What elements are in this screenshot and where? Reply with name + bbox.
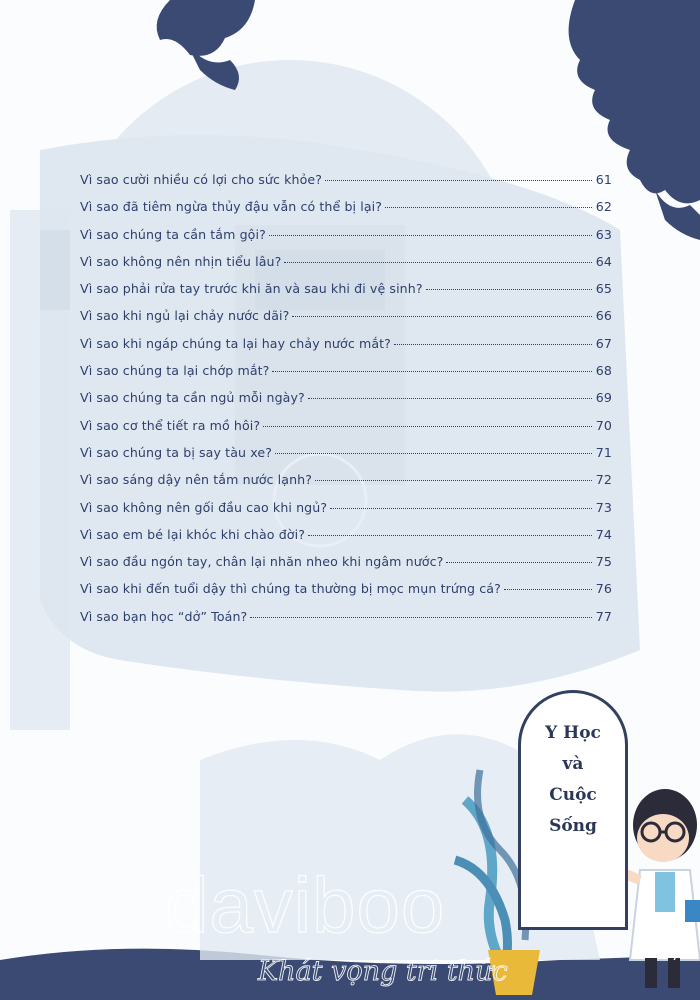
toc-entry-title: Vì sao cười nhiều có lợi cho sức khỏe? bbox=[80, 172, 323, 187]
toc-entry-title: Vì sao không nên gối đầu cao khi ngủ? bbox=[80, 499, 328, 515]
toc-leader-dots bbox=[308, 535, 592, 536]
toc-entry-page: 74 bbox=[595, 526, 612, 542]
toc-entry bbox=[80, 336, 612, 363]
toc-entry bbox=[80, 472, 612, 499]
clipboard bbox=[685, 900, 700, 922]
toc-leader-dots bbox=[269, 235, 592, 236]
series-title bbox=[518, 718, 628, 842]
toc-entry-page: 63 bbox=[595, 226, 612, 242]
toc-entry bbox=[80, 500, 612, 527]
toc-entry-page: 65 bbox=[595, 281, 612, 297]
toc-entry bbox=[80, 418, 612, 445]
series-title-line: Sống bbox=[549, 816, 597, 836]
toc-entry bbox=[80, 254, 612, 281]
toc-leader-dots bbox=[504, 589, 592, 590]
toc-entry bbox=[80, 199, 612, 226]
toc-entry-page: 68 bbox=[595, 363, 612, 379]
toc-leader-dots bbox=[284, 262, 592, 263]
toc-entry bbox=[80, 172, 612, 199]
toc-entry-page: 69 bbox=[595, 390, 612, 406]
toc-entry bbox=[80, 527, 612, 554]
toc-leader-dots bbox=[385, 207, 592, 208]
table-of-contents bbox=[80, 172, 612, 636]
toc-entry bbox=[80, 281, 612, 308]
toc-entry-page: 77 bbox=[595, 608, 612, 624]
toc-entry-title: Vì sao em bé lại khóc khi chào đời? bbox=[80, 526, 305, 542]
toc-entry-title: Vì sao chúng ta lại chớp mắt? bbox=[80, 363, 270, 379]
toc-entry bbox=[80, 445, 612, 472]
toc-leader-dots bbox=[315, 480, 592, 481]
toc-entry-page: 71 bbox=[595, 444, 612, 460]
toc-entry bbox=[80, 363, 612, 390]
foliage-top-left bbox=[157, 0, 255, 56]
toc-leader-dots bbox=[263, 426, 592, 427]
watermark-tagline: Khát vọng tri thức bbox=[258, 956, 508, 987]
toc-entry-title: Vì sao đã tiêm ngừa thủy đậu vẫn có thể bị lại? bbox=[80, 199, 383, 215]
toc-entry-page: 67 bbox=[595, 335, 612, 351]
toc-entry-title: Vì sao sáng dậy nên tắm nước lạnh? bbox=[80, 472, 313, 488]
toc-entry-title: Vì sao bạn học “dở” Toán? bbox=[80, 608, 248, 624]
watermark-brand: daviboo bbox=[165, 861, 446, 949]
toc-leader-dots bbox=[446, 562, 592, 563]
toc-entry bbox=[80, 581, 612, 608]
toc-leader-dots bbox=[325, 180, 592, 181]
toc-leader-dots bbox=[308, 398, 592, 399]
toc-entry-title: Vì sao khi ngáp chúng ta lại hay chảy nước mắt? bbox=[80, 335, 391, 351]
toc-entry-title: Vì sao chúng ta cần ngủ mỗi ngày? bbox=[80, 390, 305, 406]
toc-entry-page: 70 bbox=[595, 417, 612, 433]
toc-leader-dots bbox=[250, 617, 592, 618]
toc-entry-title: Vì sao không nên nhịn tiểu lâu? bbox=[80, 253, 282, 269]
toc-entry-page: 61 bbox=[595, 172, 612, 187]
series-title-line: và bbox=[562, 754, 584, 774]
toc-entry-title: Vì sao chúng ta bị say tàu xe? bbox=[80, 444, 272, 460]
toc-entry-page: 64 bbox=[595, 253, 612, 269]
toc-entry-page: 73 bbox=[595, 499, 612, 515]
toc-leader-dots bbox=[275, 453, 592, 454]
toc-entry-title: Vì sao cơ thể tiết ra mồ hôi? bbox=[80, 417, 261, 433]
page-number: 7 bbox=[671, 948, 680, 964]
toc-leader-dots bbox=[394, 344, 592, 345]
toc-entry-page: 75 bbox=[595, 554, 612, 570]
toc-entry bbox=[80, 390, 612, 417]
toc-entry bbox=[80, 308, 612, 335]
toc-entry-title: Vì sao đầu ngón tay, chân lại nhăn nheo khi ngâm nước? bbox=[80, 554, 444, 570]
toc-entry-page: 66 bbox=[595, 308, 612, 324]
toc-entry-title: Vì sao khi ngủ lại chảy nước dãi? bbox=[80, 308, 290, 324]
toc-leader-dots bbox=[272, 371, 592, 372]
toc-entry-title: Vì sao chúng ta cần tắm gội? bbox=[80, 226, 266, 242]
toc-entry bbox=[80, 227, 612, 254]
toc-entry-title: Vì sao khi đến tuổi dậy thì chúng ta thường bị mọc mụn trứng cá? bbox=[80, 581, 501, 597]
toc-entry-page: 76 bbox=[595, 581, 612, 597]
toc-entry-title: Vì sao phải rửa tay trước khi ăn và sau khi đi vệ sinh? bbox=[80, 281, 423, 297]
toc-leader-dots bbox=[292, 316, 592, 317]
toc-entry-page: 72 bbox=[595, 472, 612, 488]
toc-leader-dots bbox=[426, 289, 592, 290]
toc-entry-page: 62 bbox=[595, 199, 612, 215]
toc-leader-dots bbox=[330, 508, 592, 509]
toc-entry bbox=[80, 609, 612, 636]
toc-entry bbox=[80, 554, 612, 581]
series-title-line: Cuộc bbox=[549, 785, 597, 805]
series-title-line: Y Học bbox=[545, 723, 601, 743]
